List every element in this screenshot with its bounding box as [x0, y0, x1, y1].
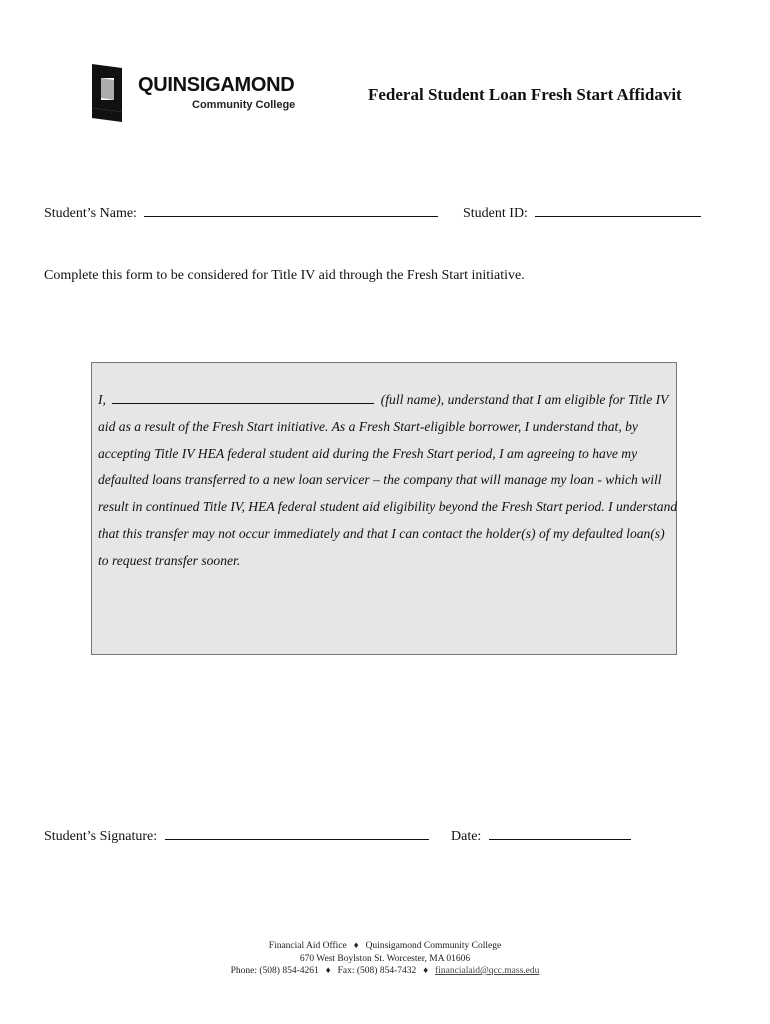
signature-field[interactable] [165, 825, 429, 840]
footer-office: Financial Aid Office [268, 941, 347, 951]
date-row [451, 825, 631, 845]
footer-phone: Phone: (508) 854-4261 [230, 966, 319, 976]
footer-separator-icon: ♦ [353, 941, 359, 951]
footer-email-link[interactable]: financialaid@qcc.mass.edu [435, 966, 540, 976]
date-field[interactable] [489, 825, 631, 840]
affidavit-statement-box [91, 362, 677, 655]
intro-text: Complete this form to be considered for Title IV aid through the Fresh Start initiative. [44, 268, 525, 283]
footer-line-3 [0, 965, 770, 978]
signature-row [44, 825, 429, 845]
footer-separator-icon: ♦ [325, 966, 331, 976]
student-id-row [463, 202, 701, 222]
footer-line-1 [0, 940, 770, 953]
affidavit-lead: I, [98, 392, 106, 407]
full-name-field[interactable] [112, 390, 374, 404]
student-name-row [44, 202, 438, 222]
student-id-field[interactable] [535, 202, 701, 217]
footer-address: 670 West Boylston St. Worcester, MA 01606 [299, 953, 471, 964]
college-logo-mark-icon [92, 64, 122, 122]
college-logo-subtitle: Community College [192, 99, 296, 111]
college-logo [92, 64, 312, 124]
student-id-label: Student ID: [463, 206, 528, 221]
footer-college: Quinsigamond Community College [365, 941, 502, 951]
college-logo-name: QUINSIGAMOND [138, 74, 295, 96]
signature-label: Student’s Signature: [44, 829, 158, 844]
footer [0, 940, 770, 978]
form-title: Federal Student Loan Fresh Start Affidavit [368, 85, 682, 104]
student-name-label: Student’s Name: [44, 206, 137, 221]
date-label: Date: [451, 829, 482, 844]
affidavit-body: (full name), understand that I am eligible for Title IV aid as a result of the Fresh Start initiative. As a Fresh Start-eligible borrower, I understand that, by accepting Title IV HEA federal student aid during the Fresh Start period, I am agreeing to have my defaulted loans transferred to a new loan servicer – the company that will manage my loan - which will result in continued Title IV, HEA federal student aid eligibility beyond the Fresh Start period. I understand that this transfer may not occur immediately and that I can contact the holder(s) of my defaulted loan(s) to request transfer sooner. [98, 392, 678, 568]
footer-fax: Fax: (508) 854-7432 [337, 966, 417, 976]
affidavit-statement [98, 387, 678, 575]
footer-separator-icon: ♦ [423, 966, 429, 976]
student-name-field[interactable] [144, 202, 438, 217]
